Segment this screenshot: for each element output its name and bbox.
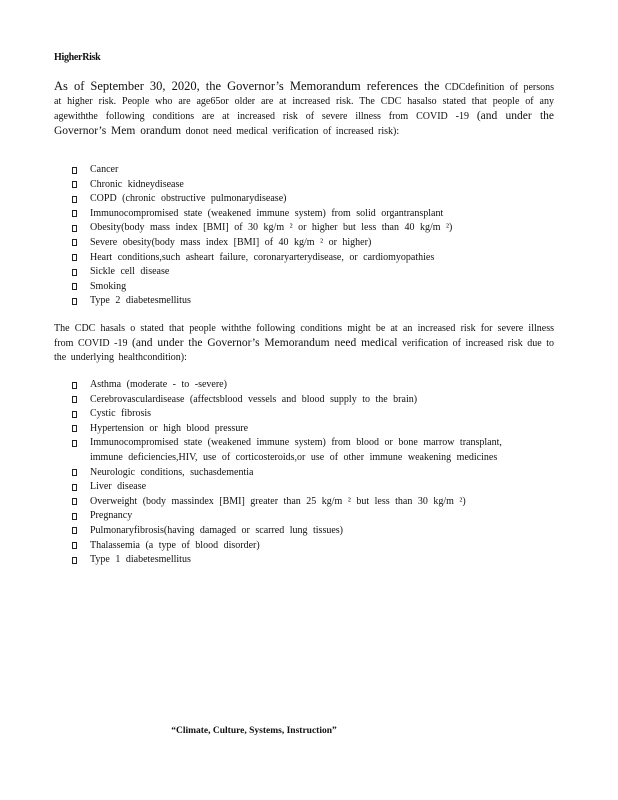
checkbox-bullet-icon — [72, 298, 77, 305]
list-item-text: Type 1 diabetesmellitus — [90, 554, 191, 566]
list-item-text: Obesity(body mass index [BMI] of 30 kg/m ² or higher but less than 40 kg/m ²) — [90, 222, 453, 234]
checkbox-bullet-icon — [72, 484, 77, 491]
list-item-text: Hypertension or high blood pressure — [90, 422, 249, 434]
checkbox-bullet-icon — [72, 254, 77, 261]
footer-motto — [0, 726, 618, 736]
list-item-text: Neurologic conditions, suchasdementia — [90, 466, 254, 478]
list-item — [72, 280, 540, 295]
intro-tail-text: donot need medical verification of increased risk): — [185, 126, 400, 137]
checkbox-bullet-icon — [72, 225, 77, 232]
checkbox-bullet-icon — [72, 196, 77, 203]
checkbox-bullet-icon — [72, 425, 77, 432]
footer-motto-text: “Climate, Culture, Systems, Instruction” — [171, 726, 337, 736]
checkbox-bullet-icon — [72, 283, 77, 290]
checkbox-bullet-icon — [72, 181, 77, 188]
might-risk-paragraph — [54, 322, 554, 365]
list-item — [72, 221, 540, 236]
list-item-text: Pulmonaryfibrosis(having damaged or scarred lung tissues) — [90, 524, 344, 536]
list-item-text: Cerebrovasculardisease (affectsblood vessels and blood supply to the brain) — [90, 393, 418, 405]
list-item-text: Sickle cell disease — [90, 266, 170, 278]
checkbox-bullet-icon — [72, 469, 77, 476]
checkbox-bullet-icon — [72, 557, 77, 564]
list-item — [72, 407, 540, 422]
list-item-text: Pregnancy — [90, 510, 133, 522]
section-heading: HigherRisk — [54, 52, 101, 63]
list-item — [72, 294, 540, 309]
list-item — [72, 207, 540, 222]
list-item — [72, 192, 540, 207]
list-item-text: Smoking — [90, 280, 127, 292]
list-item-text: Overweight (body massindex [BMI] greater than 25 kg/m ² but less than 30 kg/m ²) — [90, 495, 466, 507]
list-item-text: Type 2 diabetesmellitus — [90, 295, 191, 307]
list-item — [72, 265, 540, 280]
list-item-text: Cancer — [90, 164, 119, 175]
list-item — [72, 378, 540, 393]
checkbox-bullet-icon — [72, 167, 77, 174]
checkbox-bullet-icon — [72, 239, 77, 246]
intro-lead-text: As of September 30, 2020, the Governor’s Memorandum references the — [54, 79, 440, 93]
might-risk-body-text: The CDC hasals o stated that people withthe following conditions might be at an increased risk for severe illness from COVID -19 — [54, 323, 554, 349]
list-item — [72, 480, 540, 495]
list-item — [72, 163, 540, 178]
list-item — [72, 466, 540, 481]
list-item-text: Heart conditions,such asheart failure, coronaryarterydisease, or cardiomyopathies — [90, 251, 435, 263]
list-item — [72, 178, 540, 193]
list-item — [72, 509, 540, 524]
checkbox-bullet-icon — [72, 527, 77, 534]
list-item-text: Immunocompromised state (weakened immune system) from blood or bone marrow transplant, immune deficiencies,HIV, use of corticosteroids,or use of other immune weakening medicines — [90, 437, 502, 463]
intro-paragraph — [54, 79, 554, 139]
list-item — [72, 539, 540, 554]
list-item-text: Chronic kidneydisease — [90, 178, 184, 190]
list-item — [72, 393, 540, 408]
checkbox-bullet-icon — [72, 411, 77, 418]
list-item — [72, 553, 540, 568]
list-item — [72, 422, 540, 437]
checkbox-bullet-icon — [72, 210, 77, 217]
list-item-text: Thalassemia (a type of blood disorder) — [90, 539, 260, 551]
checkbox-bullet-icon — [72, 440, 77, 447]
list-item-text: Cystic fibrosis — [90, 408, 152, 420]
list-item-text: Immunocompromised state (weakened immune system) from solid organtransplant — [90, 207, 444, 219]
checkbox-bullet-icon — [72, 498, 77, 505]
might-risk-tail-text: verification of increased risk due to the underlying healthcondition): — [54, 338, 555, 363]
list-item — [72, 236, 540, 251]
list-item-text: COPD (chronic obstructive pulmonarydisease) — [90, 193, 287, 205]
list-item-text: Severe obesity(body mass index [BMI] of 40 kg/m ² or higher) — [90, 236, 372, 248]
list-item — [72, 495, 540, 510]
checkbox-bullet-icon — [72, 382, 77, 389]
checkbox-bullet-icon — [72, 269, 77, 276]
list-item — [72, 524, 540, 539]
checkbox-bullet-icon — [72, 513, 77, 520]
intro-body-text: CDCdefinition of persons at higher risk. People who are age65or older are at increased risk. The CDC hasalso stated that people of any agewiththe following conditions are at increased risk of severe illness from COVID -19 — [54, 82, 555, 122]
list-item — [72, 251, 540, 266]
might-risk-list — [72, 378, 540, 568]
might-risk-emphasis-text: (and under the Governor’s Memorandum need medical — [132, 337, 398, 349]
checkbox-bullet-icon — [72, 396, 77, 403]
increased-risk-list — [72, 163, 540, 309]
list-item — [72, 436, 540, 465]
list-item-text: Asthma (moderate - to -severe) — [90, 379, 227, 390]
list-item-text: Liver disease — [90, 481, 147, 493]
intro-emphasis-text: (and under the Governor’s Mem orandum — [54, 110, 554, 137]
checkbox-bullet-icon — [72, 542, 77, 549]
